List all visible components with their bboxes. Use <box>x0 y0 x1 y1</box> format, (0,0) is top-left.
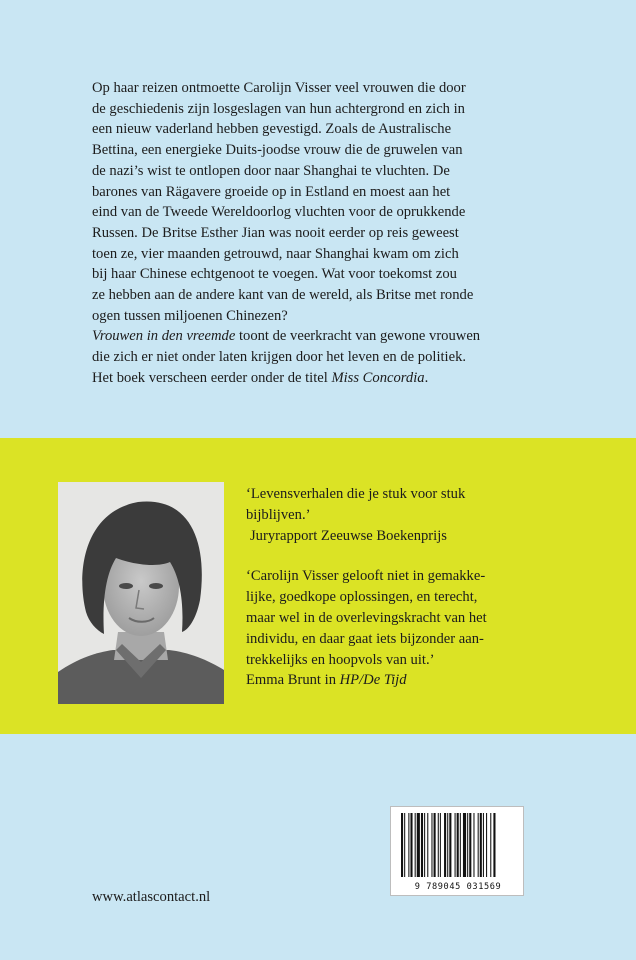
barcode-bar <box>410 813 412 877</box>
blurb-line: Bettina, een energieke Duits-joodse vrouw die de gruwelen van <box>92 142 463 159</box>
blurb-line <box>92 368 562 389</box>
barcode-bar <box>408 813 409 877</box>
barcode-bar <box>427 813 428 877</box>
blurb-line: barones van Rägavere groeide op in Estland en moest aan het <box>92 183 451 200</box>
author-portrait-image <box>58 482 224 704</box>
former-title: Miss Concordia <box>331 369 425 386</box>
blurb-line: een nieuw vaderland hebben gevestigd. Zoals de Australische <box>92 121 452 138</box>
barcode-bar <box>417 813 420 877</box>
barcode-bar <box>424 813 425 877</box>
publisher-url[interactable]: www.atlascontact.nl <box>92 889 211 905</box>
barcode-bar <box>401 813 403 877</box>
author-photo <box>58 482 224 704</box>
barcode-bar <box>440 813 441 877</box>
barcode-bar <box>434 813 436 877</box>
barcode-bar <box>447 813 448 877</box>
quote-line: trekkelijks en hoopvols van uit.’ <box>246 651 435 668</box>
quote-source-author: Emma Brunt in <box>246 672 340 689</box>
isbn-barcode <box>390 806 524 896</box>
quote-line: ‘Carolijn Visser gelooft niet in gemakke- <box>246 568 486 585</box>
quote-emma-brunt <box>246 566 606 691</box>
back-cover-blurb <box>92 78 562 389</box>
barcode-bar <box>473 813 474 877</box>
blurb-line: de geschiedenis zijn losgeslagen van hun achtergrond en zich in <box>92 100 465 117</box>
quote-line: individu, en daar gaat iets bijzonder aan- <box>246 630 484 647</box>
barcode-bar <box>415 813 416 877</box>
barcode-bar <box>490 813 491 877</box>
barcode-bar <box>480 813 482 877</box>
blurb-line: toen ze, vier maanden getrouwd, naar Shanghai kwam om zich <box>92 245 459 262</box>
barcode-bar <box>421 813 423 877</box>
barcode-bar <box>486 813 487 877</box>
barcode-bar <box>467 813 468 877</box>
barcode-bars <box>391 807 525 881</box>
blurb-line: de nazi’s wist te ontlopen door naar Shanghai te vluchten. De <box>92 162 450 179</box>
blurb-line: die zich er niet onder laten krijgen door het leven en de politiek. <box>92 349 467 366</box>
blurb-line: ze hebben aan de andere kant van de wereld, als Britse met ronde <box>92 287 474 304</box>
barcode-bar <box>457 813 459 877</box>
barcode-bar <box>438 813 439 877</box>
blurb-text: toont de veerkracht van gewone vrouwen <box>235 328 481 345</box>
blurb-line: eind van de Tweede Wereldoorlog vluchten voor de oprukkende <box>92 204 466 221</box>
blurb-text: . <box>424 369 429 386</box>
isbn-number: 9 789045 031569 <box>414 882 502 892</box>
blurb-text: Het boek verscheen eerder onder de titel <box>92 369 332 386</box>
quote-source-publication: HP/De Tijd <box>339 672 407 689</box>
blurb-line: Russen. De Britse Esther Jian was nooit eerder op reis geweest <box>92 224 459 241</box>
barcode-bar <box>404 813 405 877</box>
blurb-line: Op haar reizen ontmoette Carolijn Visser veel vrouwen die door <box>92 80 466 96</box>
blurb-line: bij haar Chinese echtgenoot te voegen. Wat voor toekomst zou <box>92 266 457 283</box>
barcode-bar <box>469 813 471 877</box>
quote-jury <box>246 484 606 546</box>
blurb-paragraph-2 <box>92 326 562 388</box>
barcode-bar <box>478 813 479 877</box>
quote-line: maar wel in de overlevingskracht van het <box>246 609 487 626</box>
blurb-paragraph-1 <box>92 78 562 326</box>
blurb-line: ogen tussen miljoenen Chinezen? <box>92 307 288 324</box>
review-quotes <box>246 484 606 691</box>
quote-source: Juryrapport Zeeuwse Boekenprijs <box>250 527 447 544</box>
quote-source <box>246 670 606 691</box>
blurb-line <box>92 326 562 347</box>
barcode-bar <box>460 813 461 877</box>
quote-line: ‘Levensverhalen die je stuk voor stuk <box>246 486 466 502</box>
barcode-bar <box>463 813 466 877</box>
barcode-bar <box>455 813 456 877</box>
barcode-bar <box>493 813 495 877</box>
barcode-bar <box>449 813 451 877</box>
quote-line: lijke, goedkope oplossingen, en terecht, <box>246 589 478 606</box>
barcode-bar <box>444 813 446 877</box>
barcode-bar <box>483 813 484 877</box>
barcode-bar <box>431 813 432 877</box>
quote-line: bijblijven.’ <box>246 506 311 523</box>
book-title: Vrouwen in den vreemde <box>92 328 236 345</box>
